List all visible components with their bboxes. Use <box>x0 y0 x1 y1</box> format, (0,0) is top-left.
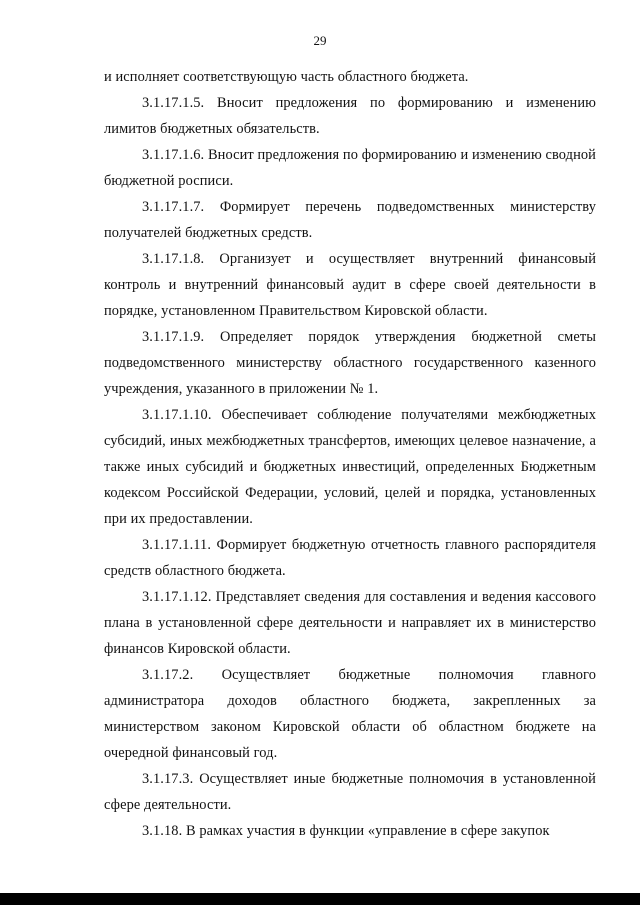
paragraph-3-1-17-1-10: 3.1.17.1.10. Обеспечивает соблюдение получателями межбюджетных субсидий, иных межбюджетных трансфертов, имеющих целевое назначение, а также иных субсидий и бюджетных инвестиций, определенных Бюджетным кодексом Российской Федерации, условий, целей и порядка, установленных при их предоставлении. <box>104 407 596 527</box>
paragraph-3-1-17-1-7: 3.1.17.1.7. Формирует перечень подведомственных министерству получателей бюджетных средств. <box>104 199 596 241</box>
paragraph-3-1-17-1-8: 3.1.17.1.8. Организует и осуществляет внутренний финансовый контроль и внутренний финансовый аудит в сфере своей деятельности в порядке, установленном Правительством Кировской области. <box>104 251 596 319</box>
scan-bottom-edge <box>0 893 640 905</box>
paragraph-3-1-17-1-9: 3.1.17.1.9. Определяет порядок утверждения бюджетной сметы подведомственного министерству областного государственного казенного учреждения, указанного в приложении № 1. <box>104 329 596 397</box>
paragraph-3-1-17-1-5: 3.1.17.1.5. Вносит предложения по формированию и изменению лимитов бюджетных обязательств. <box>104 95 596 137</box>
paragraph-3-1-17-1-12: 3.1.17.1.12. Представляет сведения для составления и ведения кассового плана в установленной сфере деятельности и направляет их в министерство финансов Кировской области. <box>104 589 596 657</box>
document-body <box>104 64 596 844</box>
paragraph-3-1-17-1-11: 3.1.17.1.11. Формирует бюджетную отчетность главного распорядителя средств областного бюджета. <box>104 537 596 579</box>
paragraph-3-1-17-1-6: 3.1.17.1.6. Вносит предложения по формированию и изменению сводной бюджетной росписи. <box>104 147 596 189</box>
paragraph-3-1-18: 3.1.18. В рамках участия в функции «управление в сфере закупок <box>142 823 550 839</box>
paragraph-3-1-17-2: 3.1.17.2. Осуществляет бюджетные полномочия главного администратора доходов областного бюджета, закрепленных за министерством законом Кировской области об областном бюджете на очередной финансовый год. <box>104 667 596 761</box>
paragraph-3-1-17-3: 3.1.17.3. Осуществляет иные бюджетные полномочия в установленной сфере деятельности. <box>104 771 596 813</box>
page-number: 29 <box>313 33 327 48</box>
paragraph-continuation: и исполняет соответствующую часть областного бюджета. <box>104 69 469 85</box>
